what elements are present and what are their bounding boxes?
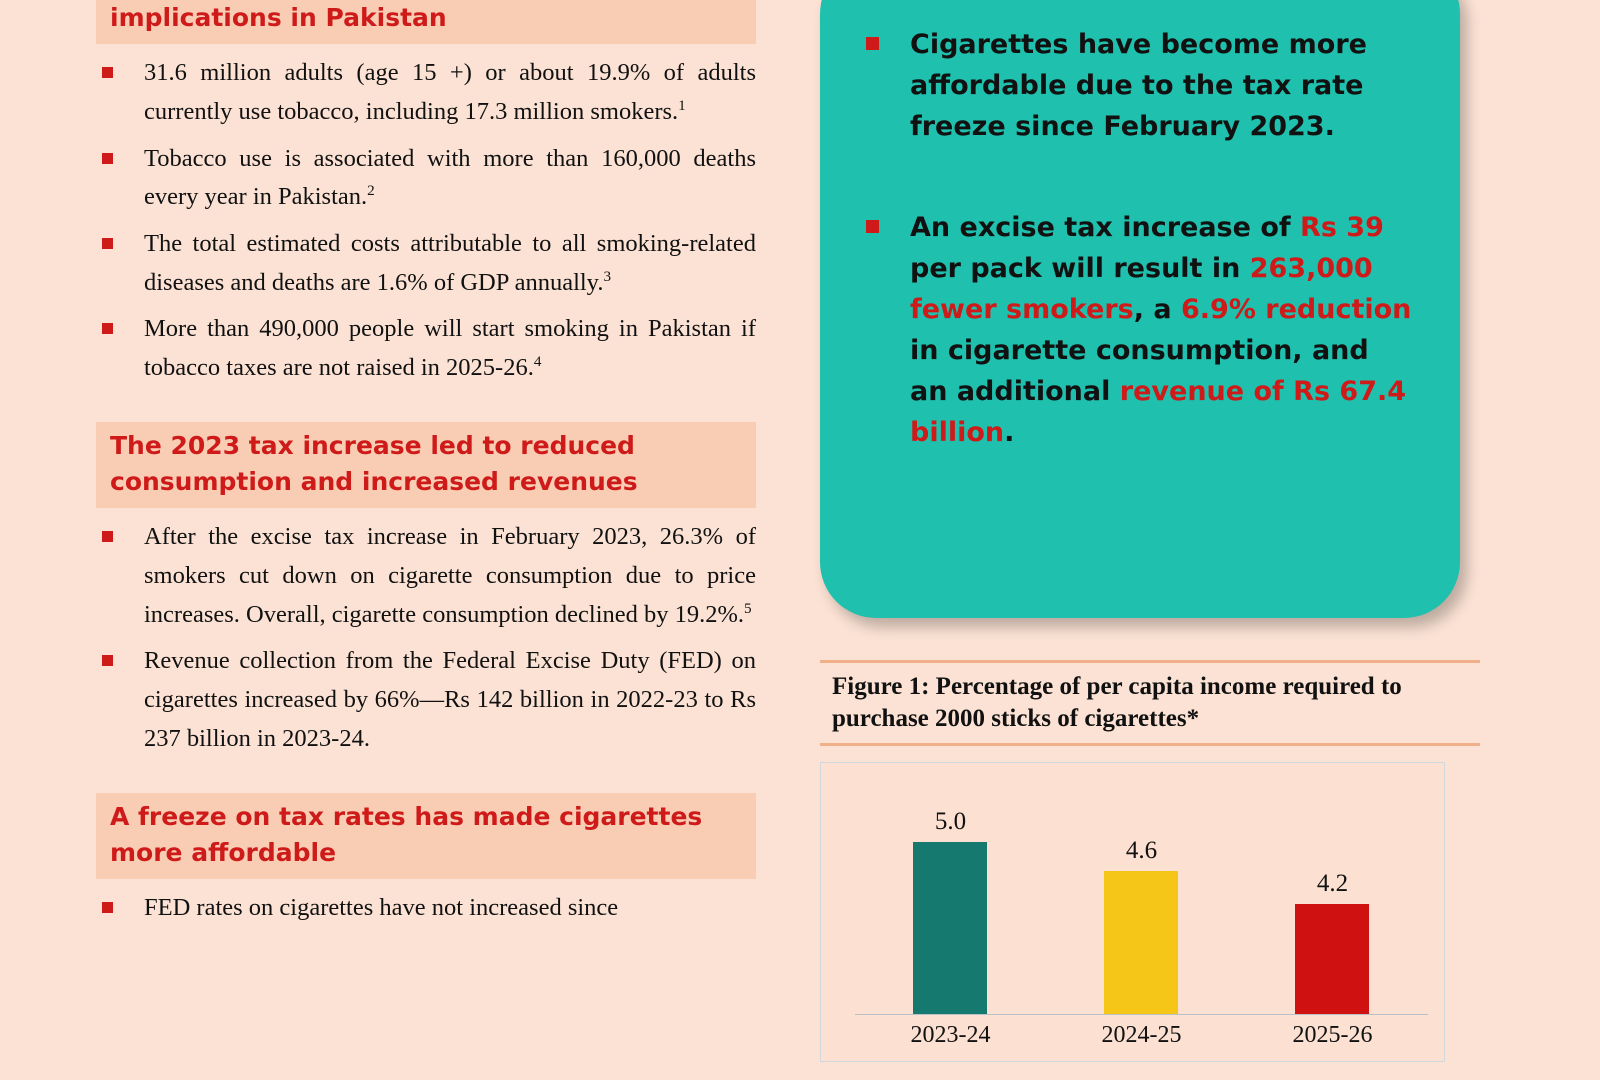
chart-x-axis — [855, 1014, 1428, 1015]
list-item — [96, 54, 756, 131]
list-item-text: Tobacco use is associated with more than 160,000 deaths every year in Pakistan. — [144, 144, 756, 211]
x-tick-label: 2023-24 — [910, 1021, 991, 1048]
bullet-square-icon — [866, 220, 879, 233]
footnote-ref: 4 — [533, 353, 542, 371]
footnote-ref: 1 — [678, 96, 686, 114]
callout-highlight-revenue: revenue of Rs 67.4 billion — [910, 376, 1407, 449]
callout-highlight-rs39: Rs 39 — [1300, 212, 1384, 244]
list-item-text: FED rates on cigarettes have not increased since — [144, 894, 619, 922]
key-findings-callout — [820, 0, 1460, 618]
bar-2025-26 — [1295, 904, 1369, 1014]
callout-text-affordability: Cigarettes have become more affordable due to the tax rate freeze since February 2023. — [910, 29, 1367, 143]
bar-2024-25 — [1104, 871, 1178, 1014]
list-item — [96, 225, 756, 302]
list-item-text: Revenue collection from the Federal Excise Duty (FED) on cigarettes increased by 66%—Rs 142 billion in 2022-23 to Rs 237 billion in 2023-24. — [144, 647, 756, 752]
bullet-square-icon — [102, 67, 113, 78]
callout-part: , a — [1133, 294, 1181, 326]
callout-part: An excise tax increase of — [910, 212, 1301, 244]
list-item-text: After the excise tax increase in February 2023, 26.3% of smokers cut down on cigarette consumption due to price increases. Overall, cigarette consumption declined by 19.2%. — [144, 523, 756, 628]
section-heading-tax-freeze: A freeze on tax rates has made cigarettes more affordable — [96, 793, 756, 880]
bullet-list-implications — [96, 54, 756, 388]
callout-highlight-fewer-smokers: 263,000 fewer smokers — [910, 253, 1373, 326]
footnote-ref: 5 — [744, 599, 752, 617]
list-item — [96, 518, 756, 634]
bar-group-2023-24 — [856, 777, 1045, 1014]
callout-bullet-list — [866, 24, 1414, 453]
x-tick-label: 2025-26 — [1292, 1021, 1373, 1048]
section-heading-implications: implications in Pakistan — [96, 0, 756, 44]
list-item — [96, 140, 756, 217]
bullet-square-icon — [102, 531, 113, 542]
bar-value-label: 5.0 — [934, 808, 967, 835]
bullet-square-icon — [102, 323, 113, 334]
bullet-list-2023-tax-increase — [96, 518, 756, 758]
chart-bars — [855, 777, 1428, 1014]
bullet-square-icon — [866, 37, 879, 50]
left-column — [96, 0, 756, 936]
figure-1 — [820, 660, 1480, 1062]
list-item-text: The total estimated costs attributable to all smoking-related diseases and deaths are 1.6% of GDP annually. — [144, 230, 756, 296]
bullet-square-icon — [102, 153, 113, 164]
bar-group-2025-26 — [1238, 777, 1427, 1014]
list-item — [96, 642, 756, 758]
bullet-list-tax-freeze — [96, 889, 756, 928]
bullet-square-icon — [102, 238, 113, 249]
bullet-square-icon — [102, 655, 113, 666]
bar-value-label: 4.2 — [1316, 870, 1349, 897]
chart-x-tick-labels — [855, 1017, 1428, 1053]
callout-text-excise-impact — [910, 212, 1411, 448]
x-tick-label: 2024-25 — [1101, 1021, 1182, 1048]
footnote-ref: 2 — [367, 182, 375, 200]
list-item-text: 31.6 million adults (age 15 +) or about 19.9% of adults currently use tobacco, including 17.3 million smokers. — [144, 59, 756, 125]
callout-part: per pack will result in — [910, 253, 1250, 285]
callout-part: in cigarette consumption, and an additional — [910, 335, 1369, 408]
list-item — [866, 24, 1414, 147]
list-item — [96, 889, 756, 928]
figure-bottom-rule — [820, 743, 1480, 746]
bar-2023-24 — [913, 842, 987, 1014]
callout-highlight-reduction: 6.9% reduction — [1181, 294, 1412, 326]
list-item — [96, 310, 756, 387]
callout-part: . — [1004, 417, 1015, 449]
bar-value-label: 4.6 — [1125, 837, 1158, 864]
bullet-square-icon — [102, 902, 113, 913]
section-heading-2023-tax-increase: The 2023 tax increase led to reduced consumption and increased revenues — [96, 422, 756, 509]
footnote-ref: 3 — [603, 267, 612, 285]
list-item-text: More than 490,000 people will start smoking in Pakistan if tobacco taxes are not raised in 2025-26. — [144, 315, 756, 382]
list-item — [866, 207, 1414, 453]
bar-group-2024-25 — [1047, 777, 1236, 1014]
figure-caption: Figure 1: Percentage of per capita income required to purchase 2000 sticks of cigarettes* — [832, 673, 1402, 732]
bar-chart — [820, 762, 1445, 1062]
